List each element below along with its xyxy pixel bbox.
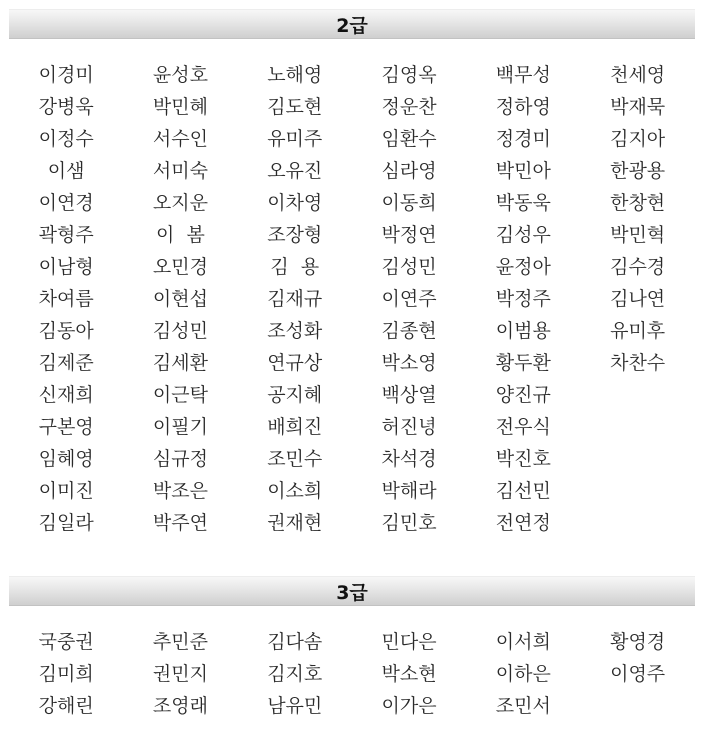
- name-cell: 박동욱: [495, 192, 551, 214]
- name-cell: 박민혜: [152, 96, 208, 118]
- name-cell: 이차영: [267, 192, 323, 214]
- name-cell: 김성민: [152, 320, 208, 342]
- name-cell: 박정주: [495, 288, 551, 310]
- name-cell: 유미주: [267, 128, 323, 150]
- name-cell: 이소희: [267, 480, 323, 502]
- name-cell: 김나연: [610, 288, 666, 310]
- name-cell: 황두환: [495, 352, 551, 374]
- name-cell: 황영경: [610, 631, 666, 653]
- name-cell: 차찬수: [610, 352, 666, 374]
- name-cell: 오민경: [152, 256, 208, 278]
- name-cell: 이근탁: [152, 384, 208, 406]
- name-cell: 이범용: [495, 320, 551, 342]
- name-cell: 이필기: [152, 416, 208, 438]
- name-cell: 서미숙: [152, 160, 208, 182]
- name-cell: 김선민: [495, 480, 551, 502]
- name-cell: 박재묵: [610, 96, 666, 118]
- name-cell: 천세영: [610, 64, 666, 86]
- name-cell: [580, 411, 694, 443]
- name-cell: 한광용: [610, 160, 666, 182]
- name-cell: 구본영: [38, 416, 94, 438]
- name-cell: 연규상: [267, 352, 323, 374]
- name-cell: 김지아: [610, 128, 666, 150]
- name-cell: 조민서: [495, 695, 551, 717]
- name-cell: 박소영: [381, 352, 437, 374]
- name-cell: 윤정아: [495, 256, 551, 278]
- name-cell: 백무성: [495, 64, 551, 86]
- name-cell: 김성우: [495, 224, 551, 246]
- name-cell: 이연주: [381, 288, 437, 310]
- name-cell: 심규정: [152, 448, 208, 470]
- name-cell: 한창현: [610, 192, 666, 214]
- name-cell: 오유진: [267, 160, 323, 182]
- name-cell: 김일라: [38, 512, 94, 534]
- name-cell: 정운찬: [381, 96, 437, 118]
- name-cell: 백상열: [381, 384, 437, 406]
- name-cell: 허진녕: [381, 416, 437, 438]
- name-cell: 김 용: [270, 256, 320, 278]
- name-cell: 차석경: [381, 448, 437, 470]
- name-cell: 박정연: [381, 224, 437, 246]
- name-cell: 김재규: [267, 288, 323, 310]
- name-cell: 김제준: [38, 352, 94, 374]
- name-cell: 김세환: [152, 352, 208, 374]
- name-cell: 이 봄: [156, 224, 205, 246]
- name-cell: [580, 475, 694, 507]
- name-cell: 곽형주: [38, 224, 94, 246]
- name-cell: 김다솜: [267, 631, 323, 653]
- name-cell: 강병욱: [38, 96, 94, 118]
- name-cell: 박해라: [381, 480, 437, 502]
- name-cell: 공지혜: [267, 384, 323, 406]
- name-cell: [580, 507, 694, 539]
- name-cell: 김영옥: [381, 64, 437, 86]
- name-cell: 임혜영: [38, 448, 94, 470]
- name-cell: 신재희: [38, 384, 94, 406]
- name-cell: 심라영: [381, 160, 437, 182]
- section-header-grade2: [9, 9, 695, 39]
- name-cell: 강해린: [38, 695, 94, 717]
- name-cell: 전우식: [495, 416, 551, 438]
- name-cell: 박소현: [381, 663, 437, 685]
- name-cell: 이미진: [38, 480, 94, 502]
- name-cell: [580, 690, 694, 722]
- name-cell: 이샘: [47, 160, 85, 182]
- name-cell: 박조은: [152, 480, 208, 502]
- name-cell: 조민수: [267, 448, 323, 470]
- name-cell: 양진규: [495, 384, 551, 406]
- name-cell: 권재현: [267, 512, 323, 534]
- name-list-grade2: [9, 59, 695, 539]
- name-cell: 유미후: [610, 320, 666, 342]
- name-cell: 민다은: [381, 631, 437, 653]
- name-cell: 정하영: [495, 96, 551, 118]
- name-cell: 국중권: [38, 631, 94, 653]
- name-cell: 이동희: [381, 192, 437, 214]
- name-cell: 윤성호: [152, 64, 208, 86]
- name-cell: 이하은: [495, 663, 551, 685]
- name-cell: 이영주: [610, 663, 666, 685]
- name-cell: 추민준: [152, 631, 208, 653]
- name-cell: 조영래: [152, 695, 208, 717]
- section-header-grade3: [9, 576, 695, 606]
- name-cell: 박민혁: [610, 224, 666, 246]
- name-cell: 이남형: [38, 256, 94, 278]
- name-cell: 노해영: [267, 64, 323, 86]
- name-cell: 이서희: [495, 631, 551, 653]
- name-cell: 김미희: [38, 663, 94, 685]
- name-cell: 권민지: [152, 663, 208, 685]
- name-cell: 이현섭: [152, 288, 208, 310]
- name-cell: 김종현: [381, 320, 437, 342]
- name-cell: 임환수: [381, 128, 437, 150]
- name-cell: 박진호: [495, 448, 551, 470]
- name-cell: 차여름: [38, 288, 94, 310]
- name-cell: 김동아: [38, 320, 94, 342]
- name-cell: 이정수: [38, 128, 94, 150]
- section-title: 3급: [336, 581, 368, 604]
- name-cell: 정경미: [495, 128, 551, 150]
- name-cell: 김민호: [381, 512, 437, 534]
- name-cell: [580, 379, 694, 411]
- name-cell: 이가은: [381, 695, 437, 717]
- name-cell: 조장형: [267, 224, 323, 246]
- name-cell: 박주연: [152, 512, 208, 534]
- name-cell: [580, 443, 694, 475]
- name-list-grade3: [9, 626, 695, 722]
- name-cell: 이연경: [38, 192, 94, 214]
- name-cell: 이경미: [38, 64, 94, 86]
- name-cell: 전연정: [495, 512, 551, 534]
- name-cell: 김도현: [267, 96, 323, 118]
- name-cell: 김수경: [610, 256, 666, 278]
- name-cell: 서수인: [152, 128, 208, 150]
- name-cell: 오지운: [152, 192, 208, 214]
- section-title: 2급: [336, 14, 368, 37]
- name-cell: 조성화: [267, 320, 323, 342]
- name-cell: 김성민: [381, 256, 437, 278]
- name-cell: 남유민: [267, 695, 323, 717]
- name-cell: 배희진: [267, 416, 323, 438]
- name-cell: 박민아: [495, 160, 551, 182]
- name-cell: 김지호: [267, 663, 323, 685]
